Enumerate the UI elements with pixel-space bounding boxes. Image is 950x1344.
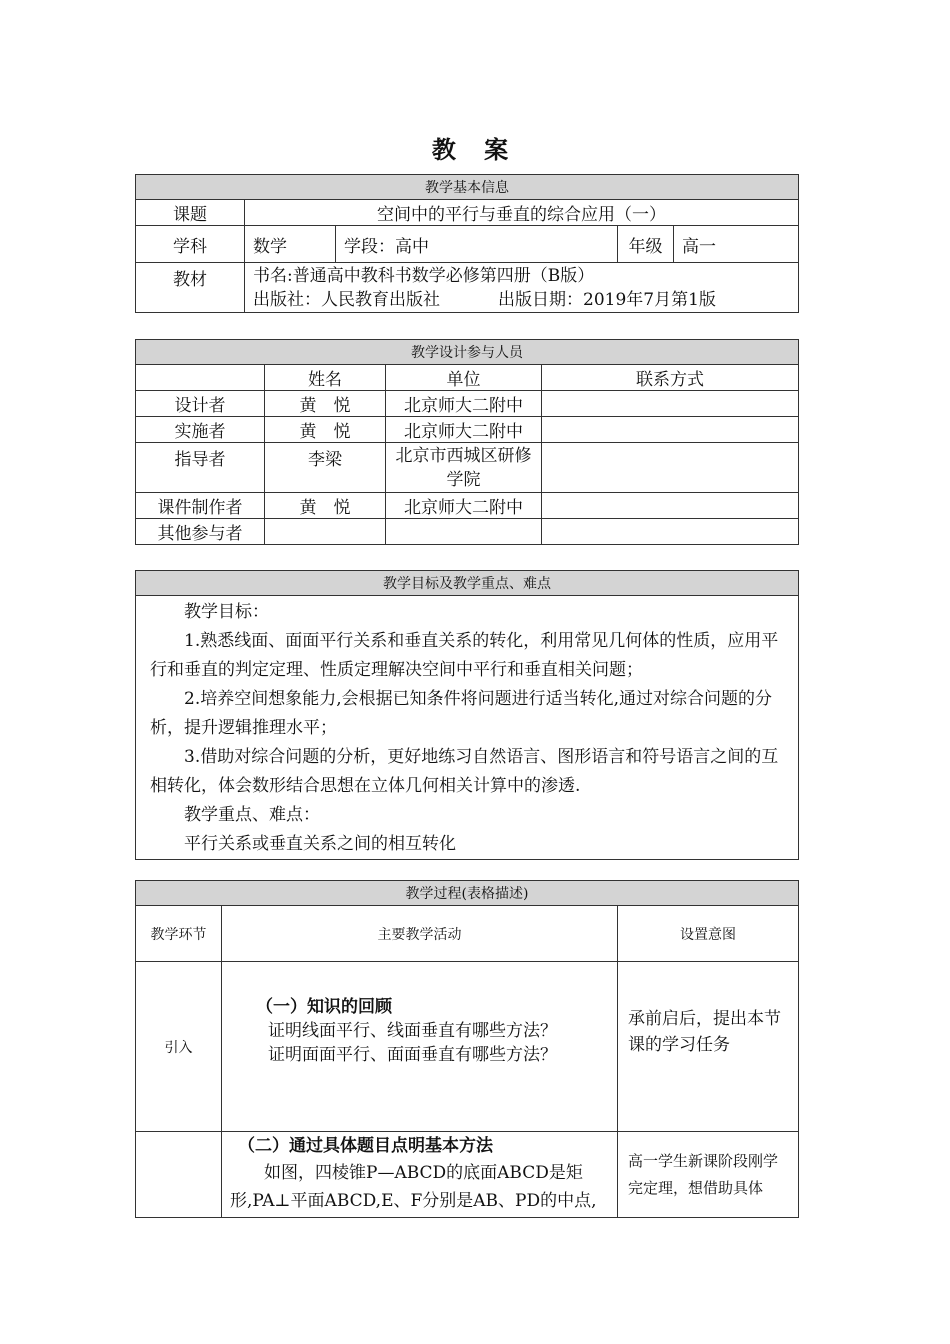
pub-date: 出版日期：2019年7月第1版 (498, 290, 716, 310)
subject-label: 学科 (136, 226, 245, 263)
activity-heading: （二）通过具体题目点明基本方法 (238, 1136, 493, 1156)
grade-label: 年级 (618, 226, 674, 263)
team-contact (542, 493, 799, 519)
process-stage: 引入 (136, 962, 222, 1132)
team-role: 其他参与者 (136, 519, 265, 545)
team-name: 黄 悦 (265, 391, 386, 417)
team-name: 李梁 (265, 443, 386, 493)
team-col-name: 姓名 (265, 365, 386, 391)
activity-line: 证明线面平行、线面垂直有哪些方法？ (268, 1021, 557, 1041)
process-row (136, 962, 799, 1132)
publisher-line (253, 288, 790, 312)
goal-item: 1.熟悉线面、面面平行关系和垂直关系的转化，利用常见几何体的性质，应用平行和垂直的判定定理、性质定理解决空间中平行和垂直相关问题； (150, 631, 779, 680)
team-col-unit: 单位 (386, 365, 542, 391)
goal-title: 教学目标： (184, 602, 269, 622)
team-row (136, 417, 799, 443)
key-title: 教学重点、难点： (184, 805, 320, 825)
team-name (265, 519, 386, 545)
process-header: 教学过程(表格描述) (136, 881, 799, 906)
process-col-intent: 设置意图 (618, 906, 799, 962)
goals-table (135, 570, 799, 860)
team-unit: 北京师大二附中 (386, 417, 542, 443)
process-stage (136, 1132, 222, 1218)
stage-value: 学段：高中 (336, 226, 618, 263)
goal-item: 2.培养空间想象能力,会根据已知条件将问题进行适当转化,通过对综合问题的分析，提升逻辑推理水平； (150, 689, 773, 738)
subject-value: 数学 (245, 226, 336, 263)
team-row (136, 519, 799, 545)
team-col-contact: 联系方式 (542, 365, 799, 391)
goals-header: 教学目标及教学重点、难点 (136, 571, 799, 596)
team-unit: 北京市西城区研修学院 (386, 443, 542, 493)
process-intent: 高一学生新课阶段刚学完定理，想借助具体 (618, 1132, 799, 1218)
team-name: 黄 悦 (265, 417, 386, 443)
key-text: 平行关系或垂直关系之间的相互转化 (184, 834, 456, 854)
book-line: 书名:普通高中教科书数学必修第四册（B版） (253, 266, 595, 286)
team-unit: 北京师大二附中 (386, 391, 542, 417)
activity-line: 证明面面平行、面面垂直有哪些方法？ (268, 1045, 557, 1065)
topic-value: 空间中的平行与垂直的综合应用（一） (245, 200, 799, 226)
goals-body (136, 596, 799, 860)
process-row (136, 1132, 799, 1218)
team-role: 指导者 (136, 443, 265, 493)
publisher: 出版社：人民教育出版社 (253, 290, 440, 310)
team-contact (542, 519, 799, 545)
process-col-stage: 教学环节 (136, 906, 222, 962)
textbook-info (245, 263, 799, 313)
team-unit: 北京师大二附中 (386, 493, 542, 519)
process-table (135, 880, 799, 1218)
document-title: 教 案 (431, 135, 519, 164)
team-role: 实施者 (136, 417, 265, 443)
topic-label: 课题 (136, 200, 245, 226)
team-header: 教学设计参与人员 (136, 340, 799, 365)
team-role: 设计者 (136, 391, 265, 417)
basic-info-header: 教学基本信息 (136, 175, 799, 200)
team-contact (542, 443, 799, 493)
activity-heading: （一）知识的回顾 (256, 997, 392, 1017)
process-intent: 承前启后，提出本节课的学习任务 (618, 962, 799, 1132)
team-row (136, 493, 799, 519)
basic-info-table (135, 174, 799, 313)
process-col-activity: 主要教学活动 (222, 906, 618, 962)
team-row (136, 391, 799, 417)
process-activity (222, 1132, 618, 1218)
textbook-label: 教材 (136, 263, 245, 313)
team-name: 黄 悦 (265, 493, 386, 519)
grade-value: 高一 (674, 226, 799, 263)
process-activity (222, 962, 618, 1132)
team-unit (386, 519, 542, 545)
team-row (136, 443, 799, 493)
team-contact (542, 417, 799, 443)
team-table (135, 339, 799, 545)
team-contact (542, 391, 799, 417)
goal-item: 3.借助对综合问题的分析，更好地练习自然语言、图形语言和符号语言之间的互相转化，体会数形结合思想在立体几何相关计算中的渗透. (150, 747, 779, 796)
team-col-role (136, 365, 265, 391)
team-role: 课件制作者 (136, 493, 265, 519)
activity-text: 如图，四棱锥P—ABCD的底面ABCD是矩形,PA⊥平面ABCD,E、F分别是AB、PD的中点, (230, 1163, 597, 1211)
